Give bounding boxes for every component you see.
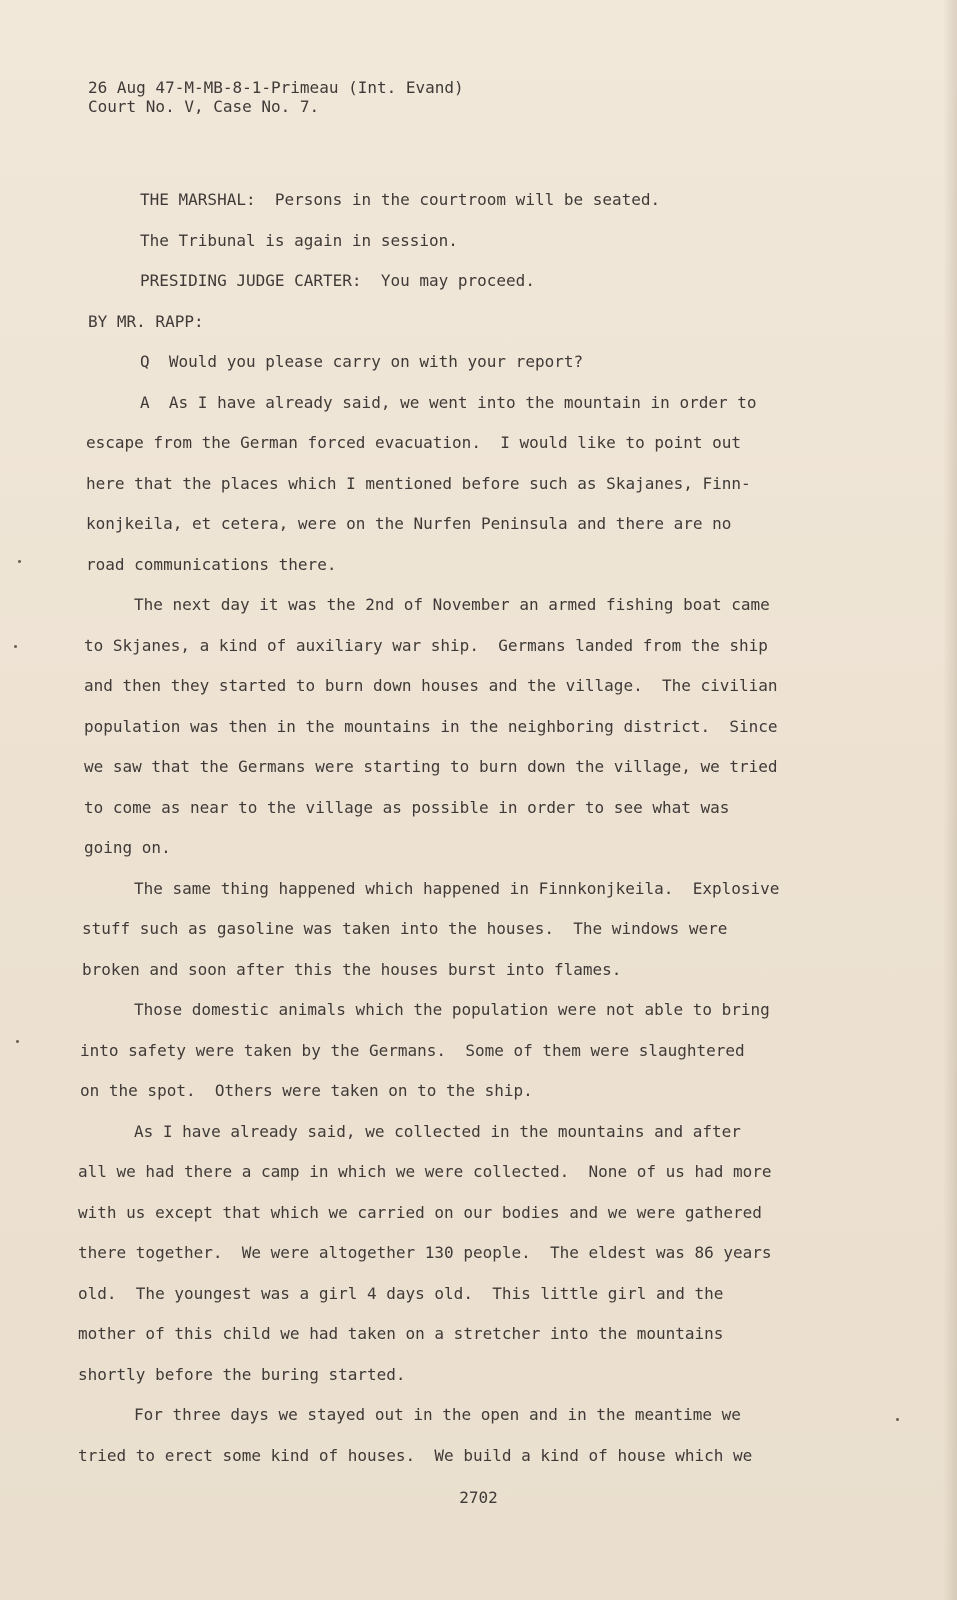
paper-speck [14, 645, 17, 648]
examiner-line: BY MR. RAPP: [88, 311, 204, 331]
answer-line: here that the places which I mentioned before such as Skajanes, Finn- [86, 473, 751, 493]
paragraph-line: there together. We were altogether 130 people. The eldest was 86 years [78, 1243, 772, 1262]
paragraph-line: The same thing happened which happened in Finnkonjkeila. Explosive [134, 878, 780, 898]
paragraph-line: tried to erect some kind of houses. We build a kind of house which we [78, 1445, 753, 1465]
judge-line: PRESIDING JUDGE CARTER: You may proceed. [140, 271, 535, 290]
paragraph-line: The next day it was the 2nd of November an armed fishing boat came [134, 595, 770, 614]
paragraph-line: population was then in the mountains in the neighboring district. Since [84, 716, 778, 736]
paragraph-line: on the spot. Others were taken on to the ship. [80, 1081, 533, 1100]
paragraph-line: For three days we stayed out in the open and in the meantime we [134, 1405, 741, 1424]
paragraph-line: As I have already said, we collected in the mountains and after [134, 1121, 741, 1141]
paragraph-line: old. The youngest was a girl 4 days old. This little girl and the [78, 1283, 724, 1303]
paragraph-line: all we had there a camp in which we were collected. None of us had more [78, 1162, 772, 1181]
tribunal-line: The Tribunal is again in session. [140, 230, 458, 250]
paragraph-line: mother of this child we had taken on a stretcher into the mountains [78, 1324, 724, 1343]
header-line-2: Court No. V, Case No. 7. [88, 97, 320, 116]
paragraph-line: stuff such as gasoline was taken into the houses. The windows were [82, 919, 728, 938]
paragraph-line: shortly before the buring started. [78, 1364, 406, 1384]
paragraph-line: we saw that the Germans were starting to burn down the village, we tried [84, 757, 778, 776]
answer-line: road communications there. [86, 554, 337, 574]
answer-line: A As I have already said, we went into the mountain in order to [140, 392, 757, 412]
paragraph-line: to Skjanes, a kind of auxiliary war ship. Germans landed from the ship [84, 635, 768, 655]
header-line-1: 26 Aug 47-M-MB-8-1-Primeau (Int. Evand) [88, 78, 464, 97]
paragraph-line: with us except that which we carried on our bodies and we were gathered [78, 1202, 762, 1222]
paragraph-line: broken and soon after this the houses burst into flames. [82, 959, 622, 979]
paper-speck [16, 1040, 19, 1043]
paragraph-line: Those domestic animals which the population were not able to bring [134, 1000, 770, 1019]
marshal-line: THE MARSHAL: Persons in the courtroom will be seated. [140, 190, 661, 209]
paragraph-line: into safety were taken by the Germans. Some of them were slaughtered [80, 1040, 745, 1060]
paper-speck [896, 1418, 899, 1421]
paragraph-line: to come as near to the village as possible in order to see what was [84, 797, 730, 817]
document-header [88, 78, 464, 116]
answer-line: konjkeila, et cetera, were on the Nurfen Peninsula and there are no [86, 514, 732, 533]
paragraph-line: going on. [84, 838, 171, 857]
question-line: Q Would you please carry on with your report? [140, 352, 584, 371]
answer-line: escape from the German forced evacuation. I would like to point out [86, 433, 742, 452]
paragraph-line: and then they started to burn down houses and the village. The civilian [84, 676, 778, 695]
page-number: 2702 [459, 1488, 498, 1507]
paper-speck [18, 560, 21, 563]
transcript-body [78, 180, 838, 1476]
